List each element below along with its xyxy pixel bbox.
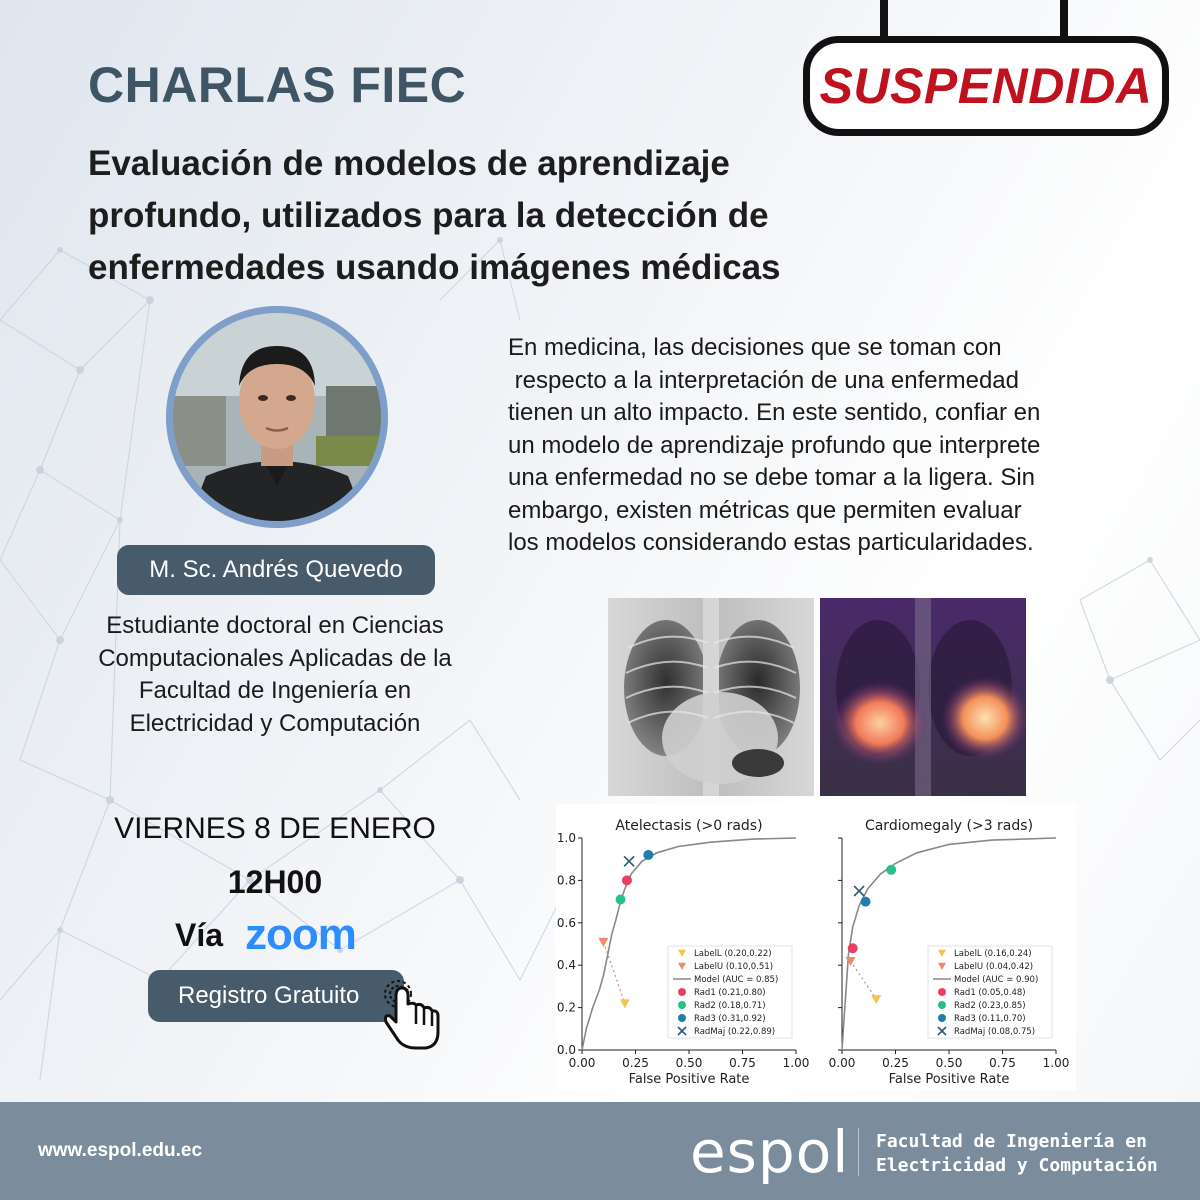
roc-point-radmaj [624, 856, 634, 866]
roc-legend-label: Rad3 (0.31,0.92) [694, 1014, 766, 1024]
footer-faculty-line: Facultad de Ingeniería en [876, 1131, 1147, 1152]
roc-legend-marker [678, 1014, 686, 1022]
roc-legend-label: LabelL (0.20,0.22) [694, 949, 772, 959]
description-line: respecto a la interpretación de una enfermedad [508, 366, 1019, 394]
roc-legend-label: LabelL (0.16,0.24) [954, 949, 1032, 959]
roc-legend-label: LabelU (0.10,0.51) [694, 962, 774, 972]
speaker-name-badge: M. Sc. Andrés Quevedo [117, 545, 435, 595]
description-line: un modelo de aprendizaje profundo que interprete [508, 431, 1041, 459]
roc-point-rad1 [848, 943, 858, 953]
roc-x-tick-label: 0.50 [675, 1056, 703, 1070]
roc-legend-label: LabelU (0.04,0.42) [954, 962, 1034, 972]
zoom-logo: zoom [245, 910, 356, 959]
series-title: CHARLAS FIEC [88, 57, 467, 113]
roc-x-tick-label: 0.00 [568, 1056, 596, 1070]
roc-x-tick-label: 0.25 [622, 1056, 649, 1070]
roc-legend-marker [938, 1014, 946, 1022]
roc-point-rad2 [886, 865, 896, 875]
roc-legend-marker [938, 988, 946, 996]
roc-x-tick-label: 0.50 [935, 1056, 963, 1070]
talk-title-line: Evaluación de modelos de aprendizaje [88, 144, 730, 183]
roc-point-rad1 [622, 875, 632, 885]
roc-label-connector [603, 942, 624, 1003]
roc-point-radmaj [854, 886, 864, 896]
roc-y-tick-label: 0.6 [556, 915, 576, 930]
chest-xray-image [608, 598, 814, 796]
talk-title [88, 138, 888, 294]
speaker-photo [166, 306, 388, 528]
speaker-role-line: Computacionales Aplicadas de la [98, 644, 452, 672]
talk-title-line: profundo, utilizados para la detección de [88, 196, 769, 235]
roc-legend-label: Rad2 (0.18,0.71) [694, 1001, 766, 1011]
roc-legend-label: Rad1 (0.21,0.80) [694, 988, 766, 998]
roc-x-tick-label: 0.25 [882, 1056, 909, 1070]
roc-x-tick-label: 0.00 [828, 1056, 856, 1070]
talk-description [508, 332, 1148, 560]
heatmap-overlay-image [820, 598, 1026, 796]
roc-legend-marker [678, 1001, 686, 1009]
roc-legend-label: Rad1 (0.05,0.48) [954, 988, 1026, 998]
via-label: Vía [175, 916, 224, 953]
roc-legend-marker [938, 1001, 946, 1009]
pointer-hand-icon [378, 978, 446, 1052]
roc-x-tick-label: 0.75 [989, 1056, 1016, 1070]
roc-legend-label: Rad2 (0.23,0.85) [954, 1001, 1026, 1011]
footer-faculty-line: Electricidad y Computación [876, 1155, 1158, 1176]
roc-point-labell [871, 995, 881, 1004]
roc-x-tick-label: 1.00 [782, 1056, 810, 1070]
website-link[interactable]: www.espol.edu.ec [38, 1140, 203, 1161]
speaker-role [40, 610, 510, 740]
speaker-role-line: Facultad de Ingeniería en [138, 677, 412, 704]
roc-x-tick-label: 0.75 [729, 1056, 756, 1070]
description-line: embargo, existen métricas que permiten evaluar [508, 496, 1022, 524]
roc-legend-label: Model (AUC = 0.90) [954, 975, 1039, 985]
speaker-role-line: Estudiante doctoral en Ciencias [106, 612, 444, 639]
roc-legend-label: Model (AUC = 0.85) [694, 975, 779, 985]
roc-curves-figure [556, 804, 1076, 1090]
event-date: VIERNES 8 DE ENERO [114, 812, 436, 845]
footer-faculty-name [876, 1130, 1158, 1178]
description-line: En medicina, las decisiones que se toman con [508, 334, 1002, 361]
roc-legend-marker [678, 988, 686, 996]
roc-y-tick-label: 0.4 [556, 958, 576, 973]
description-line: los modelos considerando estas particularidades. [508, 529, 1034, 556]
roc-y-tick-label: 0.8 [556, 873, 576, 888]
register-button[interactable]: Registro Gratuito [148, 970, 404, 1022]
footer-divider [858, 1128, 859, 1176]
roc-legend-label: RadMaj (0.08,0.75) [954, 1027, 1036, 1037]
roc-point-rad3 [643, 850, 653, 860]
talk-title-line: enfermedades usando imágenes médicas [88, 248, 781, 287]
roc-label-connector [851, 961, 877, 999]
roc-x-axis-label: False Positive Rate [888, 1072, 1010, 1087]
roc-point-rad3 [861, 897, 871, 907]
roc-point-labell [620, 999, 630, 1008]
suspended-sign-text: SUSPENDIDA [819, 58, 1153, 114]
roc-legend-label: Rad3 (0.11,0.70) [954, 1014, 1026, 1024]
espol-logo: espol [690, 1118, 850, 1186]
suspended-sign [803, 36, 1169, 136]
roc-legend-label: RadMaj (0.22,0.89) [694, 1027, 776, 1037]
description-line: una enfermedad no se debe tomar a la ligera. Sin [508, 464, 1036, 491]
roc-y-tick-label: 1.0 [556, 831, 576, 845]
roc-x-axis-label: False Positive Rate [628, 1072, 750, 1087]
event-platform-row [175, 912, 356, 958]
roc-y-tick-label: 0.2 [556, 1000, 576, 1015]
roc-point-rad2 [616, 894, 626, 904]
roc-panel-title: Atelectasis (>0 rads) [615, 818, 763, 834]
event-time: 12H00 [227, 864, 323, 900]
roc-point-labelu [598, 938, 608, 947]
roc-y-tick-label: 0.0 [556, 1043, 576, 1057]
roc-x-tick-label: 1.00 [1042, 1056, 1070, 1070]
roc-panel-title: Cardiomegaly (>3 rads) [864, 818, 1034, 834]
description-line: tienen un alto impacto. En este sentido, confiar en [508, 399, 1041, 426]
speaker-role-line: Electricidad y Computación [129, 709, 421, 737]
